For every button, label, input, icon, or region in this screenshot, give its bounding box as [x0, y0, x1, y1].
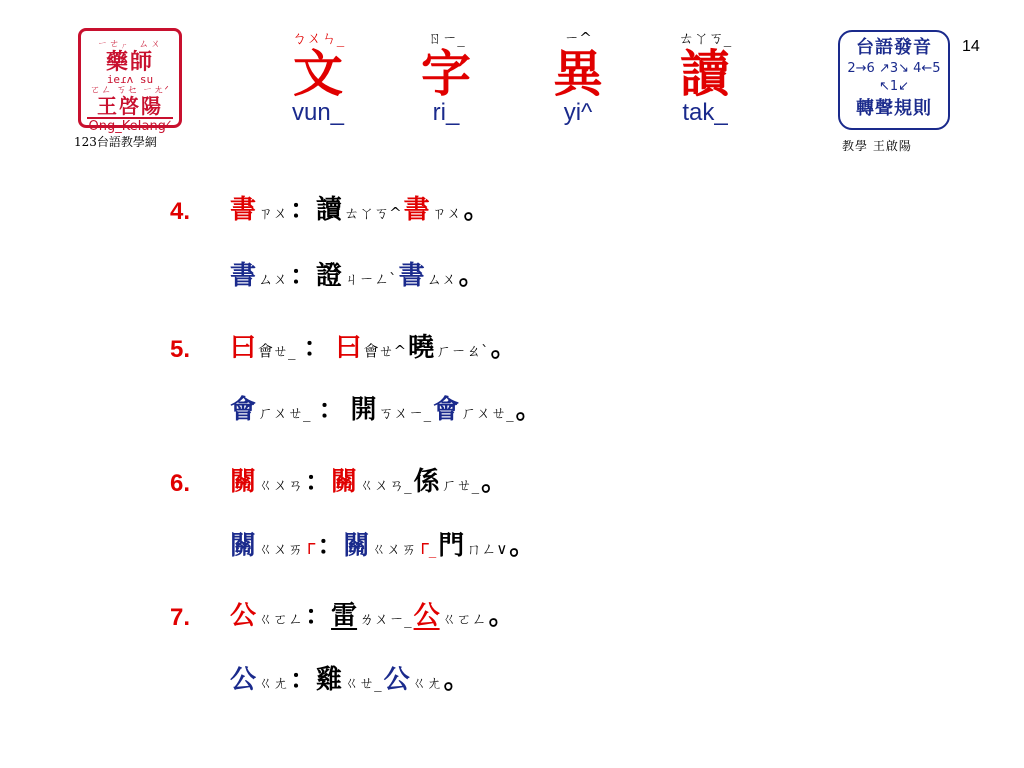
logo-roman-name: Ong_KeIangᐟ: [88, 119, 172, 134]
word: 雞: [316, 665, 343, 695]
logo-roman-top: ieɾʌ su: [106, 73, 154, 86]
period: 。: [490, 333, 517, 363]
title-hanzi: 字: [421, 44, 471, 103]
item-line: [230, 600, 515, 635]
logo-zhuyin-top: ㄧㄜㆷ ㄙㄨ: [97, 39, 163, 50]
title-roman: vun_: [291, 99, 345, 126]
item-line: [230, 394, 542, 429]
zhuyin: ㄙㄨ: [426, 270, 457, 288]
zhuyin: 會ㄝ_: [258, 342, 296, 360]
logo-pronunciation-rules: [838, 30, 950, 130]
title-col-wen: [263, 28, 373, 126]
zhuyin: ㄏㄨㄝ_: [258, 404, 311, 422]
title-zhuyin: ㄖㄧ_: [427, 29, 465, 47]
zhuyin: ㄏㄨㄝ_: [461, 404, 514, 422]
zhuyin: ㄗㄨ: [431, 204, 462, 222]
word: 關: [343, 531, 370, 561]
zhuyin: ㄊㄚㄎ^: [344, 204, 402, 222]
period: 。: [443, 665, 470, 695]
item-line: [230, 260, 485, 295]
zhuyin: ㄏㄝ_: [441, 476, 480, 494]
title-roman: tak_: [682, 99, 728, 126]
item-line: [230, 530, 535, 565]
item-line: [230, 664, 470, 699]
tone-sandhi-diagram: 2→6 ↗3↘ 4←5 ↖1↙: [847, 61, 941, 94]
zhuyin: 會ㄝ^: [363, 342, 407, 360]
logo-yaoshi: [78, 28, 182, 134]
title-hanzi: 讀: [680, 44, 730, 103]
item-number: 6.: [170, 470, 191, 497]
zhuyin: ㄙㄨ: [258, 270, 289, 288]
word: 會: [230, 395, 257, 425]
word: 曰: [230, 333, 257, 363]
logo-bottom-text: 轉聲規則: [856, 98, 932, 119]
title-col-du: [650, 28, 760, 126]
colon: ：: [290, 261, 317, 291]
zhuyin: ㄏㄧㄠˋ: [436, 342, 489, 360]
colon: ：: [290, 665, 317, 695]
title-roman: ri_: [432, 99, 460, 126]
nasal-mark: ᒥ_: [420, 540, 437, 558]
zhuyin: ㄍㄤ: [411, 674, 442, 692]
zhuyin: ㄍㄨㄞ: [371, 540, 417, 558]
zhuyin: ㄌㄨㄧ_: [359, 610, 412, 628]
word: 關: [230, 531, 257, 561]
colon: ：: [303, 333, 330, 363]
word: 書: [403, 195, 430, 225]
period: 。: [488, 601, 515, 631]
colon: ：: [305, 601, 332, 631]
item-line: [230, 194, 490, 229]
word: 讀: [316, 195, 343, 225]
item-line: [230, 332, 517, 367]
word: 會: [433, 395, 460, 425]
word: 書: [398, 261, 425, 291]
item-line: [230, 466, 507, 501]
title-hanzi: 文: [293, 44, 343, 103]
word: 開: [350, 395, 377, 425]
colon: ：: [318, 395, 345, 425]
period: 。: [463, 195, 490, 225]
logo-name: 王啓陽: [97, 94, 163, 118]
logo-title-yaoshi: 藥師: [105, 49, 154, 75]
item-number: 5.: [170, 336, 191, 363]
item-number: 7.: [170, 604, 191, 631]
period: 。: [458, 261, 485, 291]
zhuyin: ㄍㄝ_: [344, 674, 382, 692]
nasal-mark: ᒥ: [307, 540, 316, 558]
word: 公: [230, 601, 257, 631]
title-zhuyin: ㄊㄚㄎ_: [678, 29, 732, 47]
word: 關: [230, 467, 257, 497]
word: 曰: [335, 333, 362, 363]
word: 曉: [408, 333, 435, 363]
period: 。: [481, 467, 508, 497]
page-number: 14: [962, 38, 980, 55]
word: 門: [438, 531, 465, 561]
teacher-caption: 教學 王啟陽: [842, 139, 912, 153]
colon: ：: [305, 467, 332, 497]
period: 。: [515, 395, 542, 425]
zhuyin: ㄗㄨ: [258, 204, 289, 222]
colon: ：: [317, 531, 344, 561]
zhuyin: ㄇㄥ∨: [466, 540, 508, 558]
word: 書: [230, 195, 257, 225]
word: 書: [230, 261, 257, 291]
word: 證: [316, 261, 343, 291]
zhuyin: ㄍㄛㄥ: [258, 610, 304, 628]
zhuyin: ㄍㄨㄢ_: [359, 476, 412, 494]
zhuyin: ㄍㄛㄥ: [441, 610, 487, 628]
site-caption: 123台語教學網: [74, 135, 157, 149]
zhuyin: ㄍㄤ: [258, 674, 289, 692]
word: 公: [230, 665, 257, 695]
word: 公: [413, 601, 440, 631]
zhuyin: ㄐㄧㄥˋ: [344, 270, 397, 288]
title-zhuyin: ㄅㄨㄣ_: [291, 29, 345, 47]
colon: ：: [290, 195, 317, 225]
title-hanzi: 異: [553, 44, 603, 103]
title-col-yi: [523, 28, 633, 126]
word: 係: [413, 467, 440, 497]
item-number: 4.: [170, 198, 191, 225]
logo-zhuyin-bottom: ㄛㄥ ㄎㆤ ㄧㄤᐟ: [90, 85, 170, 96]
word: 雷: [331, 601, 358, 631]
title-roman: yi^: [563, 99, 593, 126]
zhuyin: ㄍㄨㄞ: [258, 540, 304, 558]
period: 。: [509, 531, 536, 561]
logo-top-text: 台語發音: [856, 37, 932, 58]
word: 關: [331, 467, 358, 497]
title-col-zi: [391, 28, 501, 126]
word: 公: [383, 665, 410, 695]
title-zhuyin: ㄧ^: [564, 29, 592, 47]
zhuyin: ㄍㄨㄢ: [258, 476, 304, 494]
zhuyin: ㄎㄨㄧ_: [378, 404, 432, 422]
